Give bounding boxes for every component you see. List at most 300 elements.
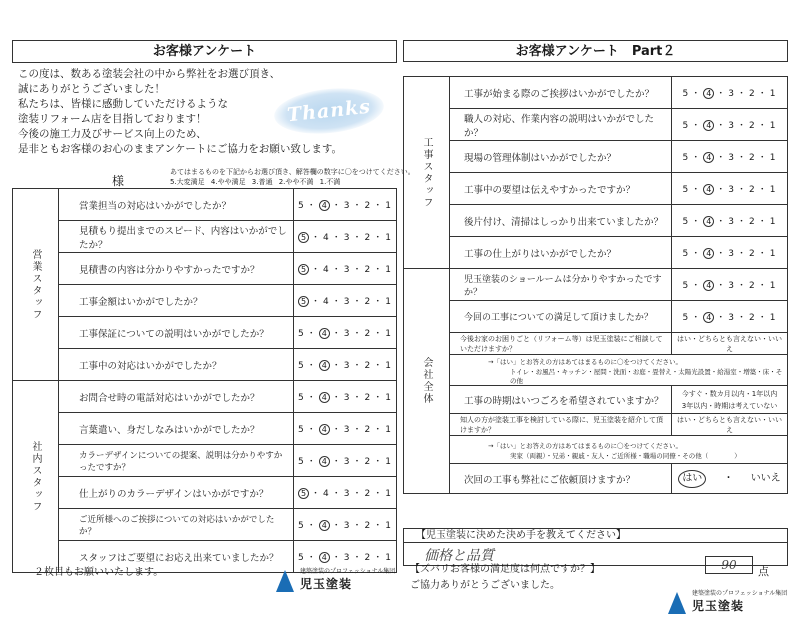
rating-option-1[interactable]: 1 <box>385 553 392 563</box>
rating-separator: ・ <box>691 217 702 227</box>
rating-option-4[interactable]: 4 <box>323 265 330 275</box>
sub-options[interactable]: 実家（両親）・兄弟・親戚・友人・ご近所様・職場の同僚・その他（ ） <box>510 452 741 460</box>
rating-options[interactable] <box>672 77 788 109</box>
rating-option-3[interactable]: 3 <box>343 425 351 435</box>
rating-option-1[interactable]: 1 <box>385 329 392 339</box>
rating-separator: ・ <box>331 201 342 211</box>
page-title: お客様アンケート Part２ <box>403 40 788 62</box>
rating-separator: ・ <box>352 201 363 211</box>
company-logo <box>276 566 395 592</box>
intro-line: この度は、数ある塗装会社の中から弊社をお選び頂き、 <box>18 68 281 80</box>
rating-option-3[interactable]: 3 <box>728 281 735 291</box>
rating-options[interactable] <box>294 253 397 285</box>
rating-option-3[interactable]: 3 <box>728 313 735 323</box>
table-row <box>404 237 788 269</box>
rating-option-2[interactable]: 2 <box>364 521 372 531</box>
rating-separator: ・ <box>757 153 768 163</box>
rating-separator: ・ <box>691 89 702 99</box>
rating-separator: ・ <box>737 249 748 259</box>
closing-thanks: ご協力ありがとうございました。 <box>410 580 560 591</box>
score-section <box>410 562 600 594</box>
rating-separator: ・ <box>352 457 363 467</box>
rating-options[interactable] <box>672 237 788 269</box>
rating-option-5[interactable]: 5 <box>682 153 690 163</box>
rating-options[interactable] <box>294 509 397 541</box>
rating-separator: ・ <box>331 329 342 339</box>
rating-option-5[interactable]: 5 <box>298 201 305 211</box>
rating-options[interactable] <box>294 381 397 413</box>
instruction-note: あてはまるものを下記からお選び頂き、解答欄の数字に〇をつけてください。 <box>170 168 415 176</box>
table-row <box>404 436 788 464</box>
rating-option-4[interactable]: 4 <box>319 328 330 339</box>
rating-separator: ・ <box>737 217 748 227</box>
rating-option-3[interactable]: 3 <box>728 185 735 195</box>
rating-option-3[interactable]: 3 <box>343 201 351 211</box>
rating-option-1[interactable]: 1 <box>385 489 392 499</box>
rating-separator: ・ <box>716 313 727 323</box>
rating-separator: ・ <box>331 521 342 531</box>
intro-line: 誠にありがとうございました！ <box>18 83 165 95</box>
rating-option-2[interactable]: 2 <box>749 217 756 227</box>
timing-options-line: 今すぐ・数カ月以内・1年以内 <box>681 389 778 398</box>
rating-option-1[interactable]: 1 <box>769 121 777 131</box>
question: 言葉遣い、身だしなみはいかがでしたか？ <box>59 413 294 445</box>
question: 営業担当の対応はいかがでしたか？ <box>59 189 294 221</box>
rating-separator: ・ <box>331 265 342 275</box>
rating-separator: ・ <box>352 553 363 563</box>
table-row <box>404 269 788 301</box>
rating-options[interactable] <box>672 205 788 237</box>
question: カラーデザインについての提案、説明は分かりやすかったですか？ <box>59 445 294 477</box>
rating-separator: ・ <box>716 121 727 131</box>
rating-option-1[interactable]: 1 <box>385 361 392 371</box>
rating-separator: ・ <box>331 393 342 403</box>
rating-options[interactable] <box>294 221 397 253</box>
rating-separator: ・ <box>373 521 384 531</box>
question: 今回の工事についての満足して頂けましたか？ <box>450 301 672 333</box>
question: 今後お家のお困りごと（リフォーム等）は児玉塗装にご相談していただけますか？ <box>450 333 672 355</box>
intro-text <box>12 62 397 170</box>
table-row <box>404 77 788 109</box>
rating-option-2[interactable]: 2 <box>364 297 372 307</box>
question: 後片付け、清掃はしっかり出来ていましたか？ <box>450 205 672 237</box>
consult-options[interactable]: はい・どちらとも言えない・いいえ <box>672 333 788 355</box>
rating-option-4[interactable]: 4 <box>323 489 330 499</box>
rating-separator: ・ <box>311 297 322 307</box>
rating-separator: ・ <box>737 185 748 195</box>
rating-options[interactable] <box>294 317 397 349</box>
question: 工事保証についての説明はいかがでしたか？ <box>59 317 294 349</box>
table-row <box>13 189 397 221</box>
rating-options[interactable] <box>672 269 788 301</box>
rating-option-4[interactable]: 4 <box>703 280 714 291</box>
rating-option-3[interactable]: 3 <box>343 521 351 531</box>
rating-separator: ・ <box>691 185 702 195</box>
logo-mark-icon <box>276 570 294 592</box>
rating-separator: ・ <box>306 361 317 371</box>
rating-option-2[interactable]: 2 <box>364 329 372 339</box>
rating-option-4[interactable]: 4 <box>703 248 714 259</box>
option-no[interactable]: いいえ <box>750 473 781 484</box>
rating-option-1[interactable]: 1 <box>385 297 392 307</box>
rating-separator: ・ <box>691 313 702 323</box>
table-row <box>404 333 788 355</box>
rating-option-4[interactable]: 4 <box>703 152 714 163</box>
table-row <box>13 445 397 477</box>
table-row <box>404 205 788 237</box>
page-title: お客様アンケート <box>12 40 397 62</box>
rating-option-4[interactable]: 4 <box>703 216 714 227</box>
rating-separator: ・ <box>331 457 342 467</box>
table-row <box>404 173 788 205</box>
rating-separator: ・ <box>352 489 363 499</box>
rating-option-3[interactable]: 3 <box>728 249 735 259</box>
rating-separator: ・ <box>373 457 384 467</box>
table-row <box>13 317 397 349</box>
next-options[interactable] <box>672 464 788 494</box>
rating-separator: ・ <box>757 121 768 131</box>
rating-option-5[interactable]: 5 <box>682 249 690 259</box>
intro-line: 是非ともお客様のお心のままアンケートにご協力をお願い致します。 <box>18 143 343 155</box>
question: 次回の工事も弊社にご依頼頂けますか？ <box>450 464 672 494</box>
rating-separator: ・ <box>331 425 342 435</box>
rating-separator: ・ <box>737 121 748 131</box>
rating-option-3[interactable]: 3 <box>343 329 351 339</box>
rating-option-5[interactable]: 5 <box>682 121 690 131</box>
rating-option-1[interactable]: 1 <box>385 233 392 243</box>
rating-separator: ・ <box>373 201 384 211</box>
table-row <box>13 381 397 413</box>
rating-options[interactable] <box>294 189 397 221</box>
rating-separator: ・ <box>352 425 363 435</box>
score-input[interactable]: 90 <box>705 556 753 574</box>
intro-line: 今後の施工力及びサービス向上のため、 <box>18 128 207 140</box>
rating-option-3[interactable]: 3 <box>343 457 351 467</box>
rating-option-4[interactable]: 4 <box>323 297 330 307</box>
rating-option-1[interactable]: 1 <box>385 201 392 211</box>
rating-separator: ・ <box>331 553 342 563</box>
rating-option-5[interactable]: 5 <box>298 329 305 339</box>
logo-mark-icon <box>668 592 686 614</box>
rating-option-5[interactable]: 5 <box>298 296 309 307</box>
rating-option-4[interactable]: 4 <box>319 392 330 403</box>
rating-separator: ・ <box>737 89 748 99</box>
table-row <box>404 141 788 173</box>
rating-option-5[interactable]: 5 <box>298 425 305 435</box>
logo-tagline: 建築塗装のプロフェッショナル集団 <box>300 568 396 575</box>
rating-separator: ・ <box>373 393 384 403</box>
table-row <box>404 109 788 141</box>
question: 職人の対応、作業内容の説明はいかがでしたか？ <box>450 109 672 141</box>
category-office-staff: 社内スタッフ <box>13 381 59 573</box>
rating-separator: ・ <box>691 153 702 163</box>
rating-separator: ・ <box>737 313 748 323</box>
rating-separator: ・ <box>331 233 342 243</box>
name-row <box>12 168 415 188</box>
logo-tagline: 建築塗装のプロフェッショナル集団 <box>692 590 788 597</box>
question: 児玉塗装のショールームは分かりやすかったですか？ <box>450 269 672 301</box>
table-row <box>404 355 788 386</box>
rating-option-1[interactable]: 1 <box>385 393 392 403</box>
footer-note: ２枚目もお願いいたします。 <box>34 567 164 578</box>
rating-option-1[interactable]: 1 <box>769 249 777 259</box>
rating-separator: ・ <box>716 281 727 291</box>
rating-option-4[interactable]: 4 <box>319 552 330 563</box>
rating-separator: ・ <box>352 265 363 275</box>
rating-separator: ・ <box>691 121 702 131</box>
rating-option-1[interactable]: 1 <box>385 265 392 275</box>
rating-option-1[interactable]: 1 <box>769 89 777 99</box>
table-row <box>13 349 397 381</box>
rating-option-5[interactable]: 5 <box>682 185 690 195</box>
rating-separator: ・ <box>691 281 702 291</box>
rating-separator: ・ <box>691 249 702 259</box>
rating-option-4[interactable]: 4 <box>703 184 714 195</box>
category-company: 会社全体 <box>404 269 450 494</box>
rating-separator: ・ <box>352 393 363 403</box>
rating-option-5[interactable]: 5 <box>682 89 690 99</box>
rating-options[interactable] <box>672 141 788 173</box>
rating-option-3[interactable]: 3 <box>728 89 735 99</box>
score-question: 【ズバリお客様の満足度は何点ですか？】 <box>410 564 600 575</box>
rating-option-4[interactable]: 4 <box>319 456 330 467</box>
rating-separator: ・ <box>331 297 342 307</box>
rating-option-1[interactable]: 1 <box>769 153 777 163</box>
rating-separator: ・ <box>757 281 768 291</box>
rating-separator: ・ <box>373 489 384 499</box>
customer-name-suffix: 様 <box>112 174 125 188</box>
question: 工事の仕上がりはいかがでしたか？ <box>450 237 672 269</box>
survey-page-1 <box>12 40 397 170</box>
table-row <box>404 301 788 333</box>
rating-separator: ・ <box>716 89 727 99</box>
question: ご近所様へのご挨拶についての対応はいかがでしたか？ <box>59 509 294 541</box>
option-yes[interactable]: はい <box>678 470 706 488</box>
rating-separator: ・ <box>331 489 342 499</box>
rating-separator: ・ <box>352 297 363 307</box>
sub-instruction: →「はい」とお答えの方はあてはまるものに〇をつけてください。 <box>488 358 682 366</box>
rating-option-4[interactable]: 4 <box>703 88 714 99</box>
category-construction-staff: 工事スタッフ <box>404 77 450 269</box>
category-sales-staff: 営業スタッフ <box>13 189 59 381</box>
rating-option-2[interactable]: 2 <box>364 201 372 211</box>
rating-option-2[interactable]: 2 <box>749 281 756 291</box>
rating-separator: ・ <box>306 521 317 531</box>
rating-option-5[interactable]: 5 <box>298 521 305 531</box>
rating-option-4[interactable]: 4 <box>319 360 330 371</box>
question: 工事中の要望は伝えやすかったですか？ <box>450 173 672 205</box>
intro-line: 私たちは、皆様に感動していただけるような <box>18 98 228 110</box>
rating-separator: ・ <box>373 265 384 275</box>
question: 見積もり提出までのスピード、内容はいかがでしたか？ <box>59 221 294 253</box>
rating-option-5[interactable]: 5 <box>298 488 309 499</box>
rating-option-3[interactable]: 3 <box>343 265 351 275</box>
question: 工事中の対応はいかがでしたか？ <box>59 349 294 381</box>
table-row <box>13 413 397 445</box>
rating-options[interactable] <box>672 173 788 205</box>
rating-option-5[interactable]: 5 <box>682 281 690 291</box>
rating-option-3[interactable]: 3 <box>343 297 351 307</box>
rating-option-2[interactable]: 2 <box>364 457 372 467</box>
rating-option-1[interactable]: 1 <box>769 217 777 227</box>
rating-options[interactable] <box>672 109 788 141</box>
question: お問合せ時の電話対応はいかがでしたか？ <box>59 381 294 413</box>
rating-options[interactable] <box>672 301 788 333</box>
rating-separator: ・ <box>373 233 384 243</box>
rating-option-2[interactable]: 2 <box>364 361 372 371</box>
rating-separator: ・ <box>306 457 317 467</box>
rating-option-3[interactable]: 3 <box>343 489 351 499</box>
timing-options-line: 3年以内・時期は考えていない <box>681 401 778 410</box>
rating-option-4[interactable]: 4 <box>703 120 714 131</box>
rating-option-2[interactable]: 2 <box>364 489 372 499</box>
rating-separator: ・ <box>716 153 727 163</box>
rating-separator: ・ <box>373 329 384 339</box>
rating-option-2[interactable]: 2 <box>749 121 756 131</box>
rating-option-1[interactable]: 1 <box>769 313 777 323</box>
reason-heading: 【児玉塗装に決めた決め手を教えてください】 <box>403 528 788 542</box>
rating-option-3[interactable]: 3 <box>343 393 351 403</box>
rating-options[interactable] <box>294 413 397 445</box>
table-row <box>13 509 397 541</box>
question: 工事が始まる際のご挨拶はいかがでしたか？ <box>450 77 672 109</box>
rating-option-2[interactable]: 2 <box>749 249 756 259</box>
rating-option-5[interactable]: 5 <box>682 217 690 227</box>
rating-separator: ・ <box>311 489 322 499</box>
rating-separator: ・ <box>306 201 317 211</box>
rating-option-1[interactable]: 1 <box>769 281 777 291</box>
survey-table-left <box>12 188 397 573</box>
rating-separator: ・ <box>311 233 322 243</box>
question: 仕上がりのカラーデザインはいかがですか？ <box>59 477 294 509</box>
rating-separator: ・ <box>737 281 748 291</box>
logo-name: 児玉塗装 <box>692 599 745 613</box>
rating-separator: ・ <box>716 217 727 227</box>
rating-option-4[interactable]: 4 <box>703 312 714 323</box>
table-row <box>404 464 788 494</box>
question: 知人の方が塗装工事を検討している際に、児玉塗装を紹介して頂けますか？ <box>450 414 672 436</box>
sub-question <box>450 355 788 386</box>
rating-separator: ・ <box>716 185 727 195</box>
rating-option-2[interactable]: 2 <box>364 233 372 243</box>
company-logo <box>668 588 787 614</box>
rating-option-2[interactable]: 2 <box>364 425 372 435</box>
rating-option-1[interactable]: 1 <box>385 425 392 435</box>
question: スタッフはご要望にお応え出来ていましたか？ <box>59 541 294 573</box>
rating-separator: ・ <box>306 425 317 435</box>
rating-option-3[interactable]: 3 <box>728 121 735 131</box>
rating-option-1[interactable]: 1 <box>385 457 392 467</box>
table-row <box>13 253 397 285</box>
survey-table-right <box>403 76 788 494</box>
rating-options[interactable] <box>294 445 397 477</box>
rating-option-4[interactable]: 4 <box>319 520 330 531</box>
rating-legend: 5.大変満足 4.やや満足 3.普通 2.やや不満 1.不満 <box>170 178 341 186</box>
rating-option-5[interactable]: 5 <box>298 393 305 403</box>
rating-option-3[interactable]: 3 <box>343 361 351 371</box>
table-row <box>13 477 397 509</box>
rating-option-1[interactable]: 1 <box>769 185 777 195</box>
rating-option-4[interactable]: 4 <box>323 233 330 243</box>
intro-line: 塗装リフォーム店を目指しております！ <box>18 113 207 125</box>
rating-option-5[interactable]: 5 <box>298 457 305 467</box>
question: 工事金額はいかがでしたか？ <box>59 285 294 317</box>
rating-option-2[interactable]: 2 <box>364 553 372 563</box>
rating-option-4[interactable]: 4 <box>319 424 330 435</box>
rating-separator: ・ <box>757 217 768 227</box>
timing-options[interactable] <box>672 386 788 414</box>
rating-separator: ・ <box>306 553 317 563</box>
option-separator: ・ <box>723 473 734 484</box>
rating-option-2[interactable]: 2 <box>749 89 756 99</box>
rating-option-2[interactable]: 2 <box>749 313 756 323</box>
rating-separator: ・ <box>306 393 317 403</box>
rating-separator: ・ <box>331 361 342 371</box>
rating-option-3[interactable]: 3 <box>343 553 351 563</box>
rating-separator: ・ <box>306 329 317 339</box>
rating-option-3[interactable]: 3 <box>343 233 351 243</box>
rating-separator: ・ <box>757 89 768 99</box>
rating-separator: ・ <box>757 249 768 259</box>
rating-option-5[interactable]: 5 <box>682 313 690 323</box>
rating-separator: ・ <box>373 553 384 563</box>
survey-page-2 <box>403 40 788 62</box>
rating-option-2[interactable]: 2 <box>749 153 756 163</box>
rating-options[interactable] <box>294 477 397 509</box>
logo-name: 児玉塗装 <box>300 577 353 591</box>
table-row <box>404 386 788 414</box>
rating-separator: ・ <box>757 185 768 195</box>
question: 見積書の内容は分かりやすかったですか？ <box>59 253 294 285</box>
table-row <box>13 285 397 317</box>
rating-separator: ・ <box>373 425 384 435</box>
rating-options[interactable] <box>294 349 397 381</box>
table-row <box>13 221 397 253</box>
rating-options[interactable] <box>294 285 397 317</box>
rating-option-2[interactable]: 2 <box>364 265 372 275</box>
rating-separator: ・ <box>737 153 748 163</box>
table-row <box>404 414 788 436</box>
rating-separator: ・ <box>757 313 768 323</box>
rating-option-2[interactable]: 2 <box>749 185 756 195</box>
rating-separator: ・ <box>352 361 363 371</box>
rating-separator: ・ <box>352 521 363 531</box>
refer-options[interactable]: はい・どちらとも言えない・いいえ <box>672 414 788 436</box>
rating-option-1[interactable]: 1 <box>385 521 392 531</box>
rating-separator: ・ <box>311 265 322 275</box>
question: 工事の時期はいつごろを希望されていますか？ <box>450 386 672 414</box>
rating-separator: ・ <box>373 361 384 371</box>
rating-option-3[interactable]: 3 <box>728 217 735 227</box>
rating-option-3[interactable]: 3 <box>728 153 735 163</box>
score-unit: 点 <box>758 565 769 578</box>
rating-separator: ・ <box>716 249 727 259</box>
sub-options[interactable]: トイレ・お風呂・キッチン・屋問・洗面・お庭・畳替え・太陽光設置・給湯室・増築・床・その他 <box>510 368 783 385</box>
rating-option-5[interactable]: 5 <box>298 361 305 371</box>
sub-instruction: →「はい」とお答えの方はあてはまるものに〇をつけてください。 <box>488 442 682 450</box>
thanks-watermark: Thanks <box>272 83 386 138</box>
rating-separator: ・ <box>352 329 363 339</box>
question: 現場の管理体制はいかがでしたか？ <box>450 141 672 173</box>
rating-option-5[interactable]: 5 <box>298 232 309 243</box>
sub-question <box>450 436 788 464</box>
rating-option-4[interactable]: 4 <box>319 200 330 211</box>
handwritten-answer: 価格と品質 <box>424 548 494 564</box>
rating-option-5[interactable]: 5 <box>298 553 305 563</box>
rating-option-2[interactable]: 2 <box>364 393 372 403</box>
rating-separator: ・ <box>352 233 363 243</box>
rating-option-5[interactable]: 5 <box>298 264 309 275</box>
